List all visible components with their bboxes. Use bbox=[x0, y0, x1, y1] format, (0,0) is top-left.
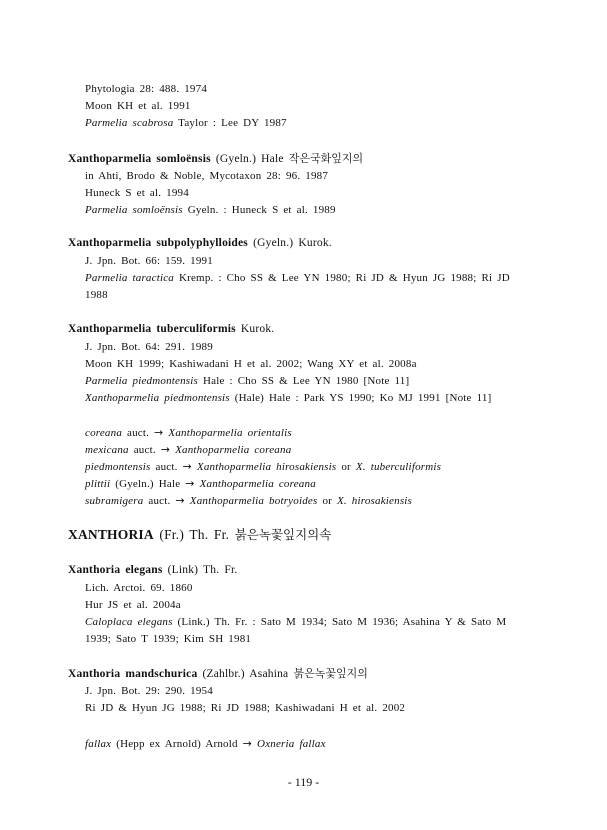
species-heading bbox=[68, 565, 237, 577]
epithet-author: auct. bbox=[127, 427, 150, 439]
conjunction: or bbox=[322, 495, 333, 507]
epithet-author: (Hepp ex Arnold) Arnold bbox=[116, 738, 238, 750]
species-name: Xanthoria elegans bbox=[68, 564, 163, 576]
alternate-name: X. hirosakiensis bbox=[336, 495, 413, 507]
citation-line bbox=[85, 583, 193, 594]
accepted-name: Xanthoparmelia hirosakiensis bbox=[196, 461, 337, 473]
species-author: (Gyeln.) Hale bbox=[215, 153, 284, 165]
species-heading bbox=[68, 153, 363, 166]
right-arrow-icon: → bbox=[182, 460, 192, 473]
reference-continuation bbox=[85, 290, 108, 301]
accepted-name: Xanthoparmelia orientalis bbox=[168, 427, 292, 439]
reference-text: Huneck S et al. 1994 bbox=[85, 187, 189, 199]
synonym-reference: (Link.) Th. Fr. : Sato M 1934; Sato M 1936; Asahina Y & Sato M bbox=[177, 616, 507, 628]
synonym-reference: Taylor : Lee DY 1987 bbox=[178, 117, 287, 129]
genus-name: XANTHORIA bbox=[68, 527, 154, 542]
accepted-name: Xanthoparmelia botryoides bbox=[189, 495, 318, 507]
epithet: plittii bbox=[85, 478, 111, 490]
reference-text: 1939; Sato T 1939; Kim SH 1981 bbox=[85, 633, 252, 645]
epithet: piedmontensis bbox=[85, 461, 151, 473]
species-author: (Gyeln.) Kurok. bbox=[253, 237, 332, 249]
synonym-name: Parmelia somloënsis bbox=[85, 204, 183, 216]
reference-text: 1988 bbox=[85, 289, 108, 301]
citation-line bbox=[85, 84, 207, 95]
synonym-line bbox=[85, 205, 336, 216]
species-heading bbox=[68, 238, 332, 250]
species-name: Xanthoparmelia somloënsis bbox=[68, 153, 211, 165]
species-name: Xanthoria mandschurica bbox=[68, 668, 198, 680]
synonym-reference: Gyeln. : Huneck S et al. 1989 bbox=[187, 204, 336, 216]
cross-reference-line bbox=[85, 427, 292, 439]
korean-name: 붉은녹꽃잎지의 bbox=[293, 667, 368, 680]
epithet: fallax bbox=[85, 738, 112, 750]
citation-line bbox=[85, 171, 328, 182]
page-number: - 119 - bbox=[287, 775, 320, 789]
synonym-name: Parmelia piedmontensis bbox=[85, 375, 199, 387]
cross-reference-line bbox=[85, 461, 441, 473]
accepted-name: Oxneria fallax bbox=[257, 738, 326, 750]
alternate-name: X. tuberculiformis bbox=[355, 461, 442, 473]
reference-line bbox=[85, 188, 189, 199]
citation-text: Phytologia 28: 488. 1974 bbox=[85, 83, 208, 95]
reference-line bbox=[85, 703, 405, 714]
epithet-author: auct. bbox=[155, 461, 178, 473]
korean-name: 붉은녹꽃잎지의속 bbox=[234, 527, 332, 542]
reference-text: Moon KH et al. 1991 bbox=[85, 100, 191, 112]
species-name: Xanthoparmelia subpolyphylloides bbox=[68, 237, 248, 249]
reference-continuation bbox=[85, 634, 251, 645]
synonym-name: Parmelia scabrosa bbox=[85, 117, 174, 129]
synonym-line bbox=[85, 376, 409, 387]
synonym-name: Parmelia taractica bbox=[85, 272, 175, 284]
reference-line bbox=[85, 359, 417, 370]
accepted-name: Xanthoparmelia coreana bbox=[199, 478, 316, 490]
species-heading bbox=[68, 668, 368, 681]
cross-reference-line bbox=[85, 444, 291, 456]
citation-line bbox=[85, 686, 213, 697]
right-arrow-icon: → bbox=[160, 443, 171, 456]
epithet: subramigera bbox=[85, 495, 144, 507]
cross-reference-line bbox=[85, 495, 412, 507]
epithet: mexicana bbox=[85, 444, 129, 456]
reference-line bbox=[85, 101, 191, 112]
reference-line bbox=[85, 600, 181, 611]
right-arrow-icon: → bbox=[154, 426, 164, 439]
accepted-name: Xanthoparmelia coreana bbox=[175, 444, 292, 456]
cross-reference-line bbox=[85, 738, 326, 750]
cross-reference-line bbox=[85, 478, 316, 490]
conjunction: or bbox=[341, 461, 351, 473]
reference-text: Hur JS et al. 2004a bbox=[85, 599, 181, 611]
reference-text: Moon KH 1999; Kashiwadani H et al. 2002; Wang XY et al. 2008a bbox=[85, 358, 417, 370]
synonym-line bbox=[85, 393, 491, 404]
citation-text: J. Jpn. Bot. 66: 159. 1991 bbox=[85, 255, 213, 267]
synonym-line bbox=[85, 617, 506, 628]
genus-heading bbox=[68, 528, 331, 542]
right-arrow-icon: → bbox=[175, 494, 185, 507]
citation-line bbox=[85, 342, 213, 353]
synonym-line bbox=[85, 273, 510, 284]
epithet-author: auct. bbox=[133, 444, 156, 456]
right-arrow-icon: → bbox=[242, 737, 253, 750]
citation-text: Lich. Arctoi. 69. 1860 bbox=[85, 582, 193, 594]
species-heading bbox=[68, 324, 274, 336]
citation-text: in Ahti, Brodo & Noble, Mycotaxon 28: 96. 1987 bbox=[85, 170, 329, 182]
synonym-name: Caloplaca elegans bbox=[85, 616, 173, 628]
synonym-line bbox=[85, 118, 287, 129]
species-name: Xanthoparmelia tuberculiformis bbox=[68, 323, 236, 335]
synonym-reference: Kremp. : Cho SS & Lee YN 1980; Ri JD & Hyun JG 1988; Ri JD bbox=[178, 272, 510, 284]
reference-text: Ri JD & Hyun JG 1988; Ri JD 1988; Kashiwadani H et al. 2002 bbox=[85, 702, 406, 714]
species-author: (Zahlbr.) Asahina bbox=[202, 668, 289, 680]
epithet: coreana bbox=[85, 427, 123, 439]
korean-name: 작은국화잎지의 bbox=[288, 152, 364, 165]
right-arrow-icon: → bbox=[185, 477, 195, 490]
genus-author: (Fr.) Th. Fr. bbox=[159, 527, 230, 542]
epithet-author: auct. bbox=[148, 495, 171, 507]
species-author: Kurok. bbox=[240, 323, 275, 335]
citation-line bbox=[85, 256, 213, 267]
species-author: (Link) Th. Fr. bbox=[167, 564, 238, 576]
citation-text: J. Jpn. Bot. 29: 290. 1954 bbox=[85, 685, 213, 697]
synonym-reference: (Hale) Hale : Park YS 1990; Ko MJ 1991 [Note 11] bbox=[234, 392, 492, 404]
synonym-reference: Hale : Cho SS & Lee YN 1980 [Note 11] bbox=[202, 375, 410, 387]
epithet-author: (Gyeln.) Hale bbox=[115, 478, 181, 490]
synonym-name: Xanthoparmelia piedmontensis bbox=[85, 392, 230, 404]
citation-text: J. Jpn. Bot. 64: 291. 1989 bbox=[85, 341, 213, 353]
